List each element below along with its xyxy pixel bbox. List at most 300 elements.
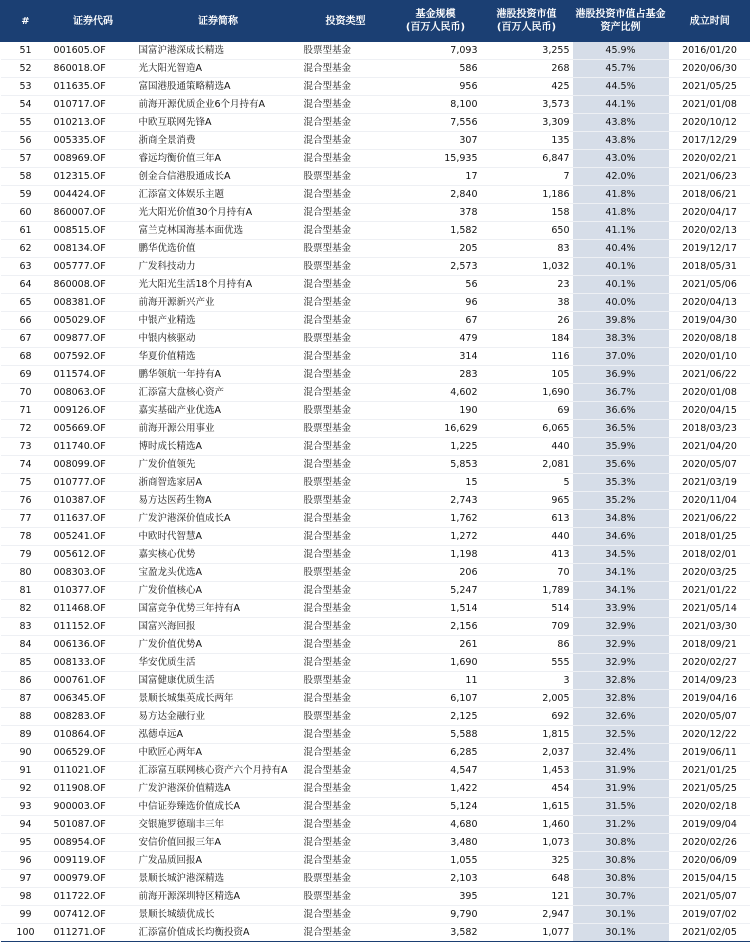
cell-hk-ratio: 32.4%	[573, 744, 669, 762]
cell-index: 92	[1, 780, 51, 798]
header-hk-value-line1: 港股投资市值	[481, 8, 572, 21]
cell-index: 68	[1, 348, 51, 366]
cell-fund-size: 1,514	[391, 600, 481, 618]
cell-fund-size: 314	[391, 348, 481, 366]
cell-index: 94	[1, 816, 51, 834]
cell-code: 008063.OF	[51, 384, 136, 402]
cell-fund-size: 1,272	[391, 528, 481, 546]
cell-fund-size: 378	[391, 204, 481, 222]
cell-code: 011271.OF	[51, 924, 136, 942]
header-fund-size-line1: 基金规模	[391, 8, 480, 21]
cell-fund-size: 2,125	[391, 708, 481, 726]
cell-hk-ratio: 30.8%	[573, 834, 669, 852]
cell-index: 61	[1, 222, 51, 240]
cell-name: 中银产业精选	[136, 312, 301, 330]
table-row	[1, 744, 750, 762]
cell-hk-ratio: 43.8%	[573, 114, 669, 132]
table-row	[1, 564, 750, 582]
cell-code: 001605.OF	[51, 42, 136, 60]
cell-hk-ratio: 45.7%	[573, 60, 669, 78]
cell-index: 63	[1, 258, 51, 276]
cell-inception-date: 2020/06/30	[669, 60, 750, 78]
cell-hk-ratio: 33.9%	[573, 600, 669, 618]
cell-fund-size: 3,582	[391, 924, 481, 942]
table-row	[1, 150, 750, 168]
cell-inception-date: 2021/05/07	[669, 888, 750, 906]
cell-type: 混合型基金	[301, 312, 391, 330]
header-hk-value	[481, 0, 573, 42]
cell-type: 混合型基金	[301, 276, 391, 294]
table-row	[1, 204, 750, 222]
cell-code: 011908.OF	[51, 780, 136, 798]
table-row	[1, 924, 750, 942]
cell-name: 前海开源优质企业6个月持有A	[136, 96, 301, 114]
table-row	[1, 474, 750, 492]
cell-index: 79	[1, 546, 51, 564]
cell-type: 混合型基金	[301, 906, 391, 924]
cell-code: 008283.OF	[51, 708, 136, 726]
cell-hk-ratio: 41.8%	[573, 186, 669, 204]
table-row	[1, 60, 750, 78]
cell-fund-size: 17	[391, 168, 481, 186]
cell-fund-size: 956	[391, 78, 481, 96]
cell-fund-size: 4,547	[391, 762, 481, 780]
cell-hk-ratio: 42.0%	[573, 168, 669, 186]
cell-index: 95	[1, 834, 51, 852]
cell-hk-ratio: 32.8%	[573, 690, 669, 708]
cell-name: 国富沪港深成长精选	[136, 42, 301, 60]
cell-hk-value: 413	[481, 546, 573, 564]
cell-type: 混合型基金	[301, 222, 391, 240]
cell-fund-size: 11	[391, 672, 481, 690]
cell-index: 77	[1, 510, 51, 528]
cell-index: 73	[1, 438, 51, 456]
cell-hk-value: 268	[481, 60, 573, 78]
cell-code: 011740.OF	[51, 438, 136, 456]
cell-hk-ratio: 40.1%	[573, 258, 669, 276]
cell-hk-value: 2,947	[481, 906, 573, 924]
cell-index: 83	[1, 618, 51, 636]
cell-type: 混合型基金	[301, 132, 391, 150]
table-row	[1, 132, 750, 150]
cell-code: 008099.OF	[51, 456, 136, 474]
cell-code: 501087.OF	[51, 816, 136, 834]
cell-type: 混合型基金	[301, 510, 391, 528]
cell-type: 混合型基金	[301, 816, 391, 834]
cell-hk-ratio: 32.9%	[573, 654, 669, 672]
cell-fund-size: 205	[391, 240, 481, 258]
cell-hk-ratio: 30.7%	[573, 888, 669, 906]
cell-fund-size: 15	[391, 474, 481, 492]
cell-inception-date: 2018/01/25	[669, 528, 750, 546]
cell-hk-value: 440	[481, 438, 573, 456]
cell-fund-size: 7,556	[391, 114, 481, 132]
cell-hk-value: 3	[481, 672, 573, 690]
cell-inception-date: 2021/03/30	[669, 618, 750, 636]
table-row	[1, 816, 750, 834]
cell-type: 股票型基金	[301, 42, 391, 60]
cell-name: 广发沪港深价值精选A	[136, 780, 301, 798]
cell-type: 股票型基金	[301, 564, 391, 582]
cell-index: 97	[1, 870, 51, 888]
cell-inception-date: 2021/01/22	[669, 582, 750, 600]
cell-index: 93	[1, 798, 51, 816]
table-row	[1, 510, 750, 528]
table-row	[1, 114, 750, 132]
table-body	[1, 42, 750, 942]
table-row	[1, 762, 750, 780]
cell-hk-value: 514	[481, 600, 573, 618]
cell-hk-value: 116	[481, 348, 573, 366]
cell-type: 混合型基金	[301, 834, 391, 852]
cell-type: 混合型基金	[301, 600, 391, 618]
cell-code: 007592.OF	[51, 348, 136, 366]
cell-name: 国富竞争优势三年持有A	[136, 600, 301, 618]
header-code: 证券代码	[51, 0, 136, 42]
table-row	[1, 906, 750, 924]
cell-fund-size: 1,225	[391, 438, 481, 456]
cell-type: 混合型基金	[301, 114, 391, 132]
cell-fund-size: 2,743	[391, 492, 481, 510]
cell-fund-size: 5,853	[391, 456, 481, 474]
cell-fund-size: 4,602	[391, 384, 481, 402]
cell-hk-value: 613	[481, 510, 573, 528]
cell-code: 011468.OF	[51, 600, 136, 618]
cell-inception-date: 2021/05/25	[669, 78, 750, 96]
cell-hk-value: 184	[481, 330, 573, 348]
cell-name: 嘉实核心优势	[136, 546, 301, 564]
cell-code: 005777.OF	[51, 258, 136, 276]
table-row	[1, 42, 750, 60]
cell-name: 交银施罗德瑞丰三年	[136, 816, 301, 834]
cell-code: 008133.OF	[51, 654, 136, 672]
cell-name: 景顺长城绩优成长	[136, 906, 301, 924]
cell-hk-value: 965	[481, 492, 573, 510]
cell-name: 中欧匠心两年A	[136, 744, 301, 762]
table-row	[1, 456, 750, 474]
cell-inception-date: 2014/09/23	[669, 672, 750, 690]
cell-type: 混合型基金	[301, 546, 391, 564]
cell-inception-date: 2020/05/07	[669, 708, 750, 726]
cell-code: 011574.OF	[51, 366, 136, 384]
cell-code: 005669.OF	[51, 420, 136, 438]
cell-fund-size: 5,247	[391, 582, 481, 600]
table-row	[1, 420, 750, 438]
table-row	[1, 618, 750, 636]
header-inception-date: 成立时间	[669, 0, 750, 42]
table-row	[1, 96, 750, 114]
cell-type: 混合型基金	[301, 204, 391, 222]
cell-inception-date: 2021/06/22	[669, 510, 750, 528]
cell-inception-date: 2015/04/15	[669, 870, 750, 888]
cell-hk-value: 83	[481, 240, 573, 258]
cell-type: 混合型基金	[301, 690, 391, 708]
cell-hk-value: 1,032	[481, 258, 573, 276]
cell-index: 85	[1, 654, 51, 672]
cell-hk-value: 1,789	[481, 582, 573, 600]
cell-fund-size: 9,790	[391, 906, 481, 924]
cell-hk-ratio: 44.5%	[573, 78, 669, 96]
cell-inception-date: 2020/04/15	[669, 402, 750, 420]
cell-code: 010213.OF	[51, 114, 136, 132]
cell-fund-size: 1,198	[391, 546, 481, 564]
cell-hk-ratio: 32.6%	[573, 708, 669, 726]
cell-inception-date: 2019/06/11	[669, 744, 750, 762]
cell-type: 混合型基金	[301, 438, 391, 456]
cell-hk-value: 158	[481, 204, 573, 222]
cell-code: 005241.OF	[51, 528, 136, 546]
cell-name: 嘉实基础产业优选A	[136, 402, 301, 420]
cell-hk-value: 1,615	[481, 798, 573, 816]
cell-hk-value: 135	[481, 132, 573, 150]
cell-inception-date: 2018/05/31	[669, 258, 750, 276]
cell-hk-ratio: 34.8%	[573, 510, 669, 528]
cell-inception-date: 2020/02/13	[669, 222, 750, 240]
cell-fund-size: 1,690	[391, 654, 481, 672]
cell-fund-size: 1,762	[391, 510, 481, 528]
cell-name: 广发价值领先	[136, 456, 301, 474]
cell-type: 混合型基金	[301, 186, 391, 204]
cell-inception-date: 2020/04/17	[669, 204, 750, 222]
table-row	[1, 330, 750, 348]
cell-index: 72	[1, 420, 51, 438]
cell-hk-ratio: 37.0%	[573, 348, 669, 366]
cell-hk-value: 425	[481, 78, 573, 96]
cell-index: 82	[1, 600, 51, 618]
cell-code: 008134.OF	[51, 240, 136, 258]
cell-index: 66	[1, 312, 51, 330]
cell-inception-date: 2020/01/10	[669, 348, 750, 366]
cell-hk-value: 1,690	[481, 384, 573, 402]
cell-name: 中银内核驱动	[136, 330, 301, 348]
cell-index: 64	[1, 276, 51, 294]
cell-index: 57	[1, 150, 51, 168]
cell-hk-value: 69	[481, 402, 573, 420]
cell-hk-ratio: 35.6%	[573, 456, 669, 474]
cell-inception-date: 2019/07/02	[669, 906, 750, 924]
table-row	[1, 348, 750, 366]
cell-index: 87	[1, 690, 51, 708]
cell-inception-date: 2020/12/22	[669, 726, 750, 744]
cell-hk-value: 650	[481, 222, 573, 240]
cell-type: 混合型基金	[301, 96, 391, 114]
cell-code: 009126.OF	[51, 402, 136, 420]
cell-name: 鹏华领航一年持有A	[136, 366, 301, 384]
cell-fund-size: 3,480	[391, 834, 481, 852]
cell-inception-date: 2019/09/04	[669, 816, 750, 834]
cell-type: 混合型基金	[301, 762, 391, 780]
cell-index: 59	[1, 186, 51, 204]
cell-hk-value: 26	[481, 312, 573, 330]
cell-hk-value: 709	[481, 618, 573, 636]
cell-hk-ratio: 45.9%	[573, 42, 669, 60]
cell-inception-date: 2021/05/25	[669, 780, 750, 798]
cell-hk-ratio: 36.9%	[573, 366, 669, 384]
cell-code: 009119.OF	[51, 852, 136, 870]
header-hk-ratio-line1: 港股投资市值占基金	[573, 8, 668, 21]
table-row	[1, 186, 750, 204]
cell-type: 混合型基金	[301, 78, 391, 96]
cell-index: 52	[1, 60, 51, 78]
cell-fund-size: 1,055	[391, 852, 481, 870]
cell-index: 62	[1, 240, 51, 258]
cell-name: 前海开源公用事业	[136, 420, 301, 438]
header-fund-size	[391, 0, 481, 42]
cell-inception-date: 2020/05/07	[669, 456, 750, 474]
cell-name: 光大阳光价值30个月持有A	[136, 204, 301, 222]
cell-code: 005335.OF	[51, 132, 136, 150]
cell-code: 005612.OF	[51, 546, 136, 564]
cell-hk-ratio: 34.6%	[573, 528, 669, 546]
cell-code: 010387.OF	[51, 492, 136, 510]
cell-name: 博时成长精选A	[136, 438, 301, 456]
table-row	[1, 312, 750, 330]
cell-fund-size: 190	[391, 402, 481, 420]
cell-code: 005029.OF	[51, 312, 136, 330]
cell-type: 混合型基金	[301, 348, 391, 366]
cell-name: 汇添富文体娱乐主题	[136, 186, 301, 204]
cell-index: 86	[1, 672, 51, 690]
table-row	[1, 384, 750, 402]
cell-inception-date: 2019/04/30	[669, 312, 750, 330]
cell-type: 混合型基金	[301, 456, 391, 474]
cell-type: 混合型基金	[301, 366, 391, 384]
cell-hk-ratio: 34.1%	[573, 564, 669, 582]
table-row	[1, 276, 750, 294]
cell-fund-size: 56	[391, 276, 481, 294]
cell-hk-value: 692	[481, 708, 573, 726]
cell-hk-value: 2,081	[481, 456, 573, 474]
cell-code: 011021.OF	[51, 762, 136, 780]
cell-index: 54	[1, 96, 51, 114]
cell-index: 55	[1, 114, 51, 132]
cell-hk-value: 555	[481, 654, 573, 672]
cell-hk-ratio: 30.8%	[573, 870, 669, 888]
table-row	[1, 780, 750, 798]
cell-inception-date: 2021/05/06	[669, 276, 750, 294]
cell-inception-date: 2021/06/22	[669, 366, 750, 384]
table-row	[1, 240, 750, 258]
cell-name: 富国港股通策略精选A	[136, 78, 301, 96]
cell-inception-date: 2020/06/09	[669, 852, 750, 870]
cell-hk-value: 3,255	[481, 42, 573, 60]
cell-name: 中信证券臻选价值成长A	[136, 798, 301, 816]
cell-hk-ratio: 35.9%	[573, 438, 669, 456]
cell-index: 76	[1, 492, 51, 510]
cell-index: 70	[1, 384, 51, 402]
cell-fund-size: 67	[391, 312, 481, 330]
cell-hk-ratio: 32.9%	[573, 618, 669, 636]
cell-hk-value: 38	[481, 294, 573, 312]
cell-hk-ratio: 43.8%	[573, 132, 669, 150]
cell-name: 光大阳光生活18个月持有A	[136, 276, 301, 294]
cell-code: 000761.OF	[51, 672, 136, 690]
cell-fund-size: 206	[391, 564, 481, 582]
cell-index: 60	[1, 204, 51, 222]
cell-name: 汇添富价值成长均衡投资A	[136, 924, 301, 942]
cell-index: 74	[1, 456, 51, 474]
table-row	[1, 852, 750, 870]
cell-code: 010864.OF	[51, 726, 136, 744]
cell-name: 广发品质回报A	[136, 852, 301, 870]
cell-index: 80	[1, 564, 51, 582]
cell-inception-date: 2021/04/20	[669, 438, 750, 456]
cell-fund-size: 586	[391, 60, 481, 78]
cell-fund-size: 15,935	[391, 150, 481, 168]
cell-type: 股票型基金	[301, 870, 391, 888]
table-row	[1, 366, 750, 384]
cell-type: 混合型基金	[301, 924, 391, 942]
cell-code: 004424.OF	[51, 186, 136, 204]
cell-code: 011152.OF	[51, 618, 136, 636]
cell-type: 股票型基金	[301, 258, 391, 276]
cell-fund-size: 1,582	[391, 222, 481, 240]
cell-hk-value: 2,037	[481, 744, 573, 762]
cell-type: 股票型基金	[301, 888, 391, 906]
cell-hk-ratio: 30.1%	[573, 906, 669, 924]
cell-type: 股票型基金	[301, 402, 391, 420]
cell-index: 67	[1, 330, 51, 348]
cell-name: 华夏价值精选	[136, 348, 301, 366]
table-row	[1, 870, 750, 888]
cell-hk-ratio: 41.1%	[573, 222, 669, 240]
table-row	[1, 672, 750, 690]
cell-code: 011722.OF	[51, 888, 136, 906]
cell-name: 安信价值回报三年A	[136, 834, 301, 852]
cell-index: 96	[1, 852, 51, 870]
cell-inception-date: 2018/03/23	[669, 420, 750, 438]
cell-inception-date: 2018/09/21	[669, 636, 750, 654]
cell-name: 鹏华优选价值	[136, 240, 301, 258]
cell-index: 90	[1, 744, 51, 762]
table-row	[1, 654, 750, 672]
cell-type: 股票型基金	[301, 330, 391, 348]
cell-code: 009877.OF	[51, 330, 136, 348]
cell-name: 汇添富互联网核心资产六个月持有A	[136, 762, 301, 780]
cell-name: 易方达金融行业	[136, 708, 301, 726]
cell-type: 混合型基金	[301, 744, 391, 762]
cell-hk-value: 1,815	[481, 726, 573, 744]
cell-hk-ratio: 35.3%	[573, 474, 669, 492]
cell-name: 富兰克林国海基本面优选	[136, 222, 301, 240]
cell-hk-value: 86	[481, 636, 573, 654]
cell-type: 混合型基金	[301, 582, 391, 600]
cell-inception-date: 2021/03/19	[669, 474, 750, 492]
table-row	[1, 798, 750, 816]
cell-index: 56	[1, 132, 51, 150]
table-row	[1, 600, 750, 618]
cell-fund-size: 7,093	[391, 42, 481, 60]
cell-hk-ratio: 40.1%	[573, 276, 669, 294]
cell-code: 008303.OF	[51, 564, 136, 582]
cell-inception-date: 2020/02/26	[669, 834, 750, 852]
cell-code: 011635.OF	[51, 78, 136, 96]
cell-inception-date: 2019/04/16	[669, 690, 750, 708]
cell-code: 860018.OF	[51, 60, 136, 78]
cell-index: 78	[1, 528, 51, 546]
table-row	[1, 222, 750, 240]
cell-type: 混合型基金	[301, 528, 391, 546]
cell-inception-date: 2020/02/27	[669, 654, 750, 672]
cell-index: 89	[1, 726, 51, 744]
cell-fund-size: 479	[391, 330, 481, 348]
cell-hk-ratio: 38.3%	[573, 330, 669, 348]
table-row	[1, 258, 750, 276]
cell-fund-size: 2,840	[391, 186, 481, 204]
table-row	[1, 438, 750, 456]
cell-hk-value: 6,065	[481, 420, 573, 438]
header-hk-value-line2: (百万人民币)	[481, 21, 572, 34]
